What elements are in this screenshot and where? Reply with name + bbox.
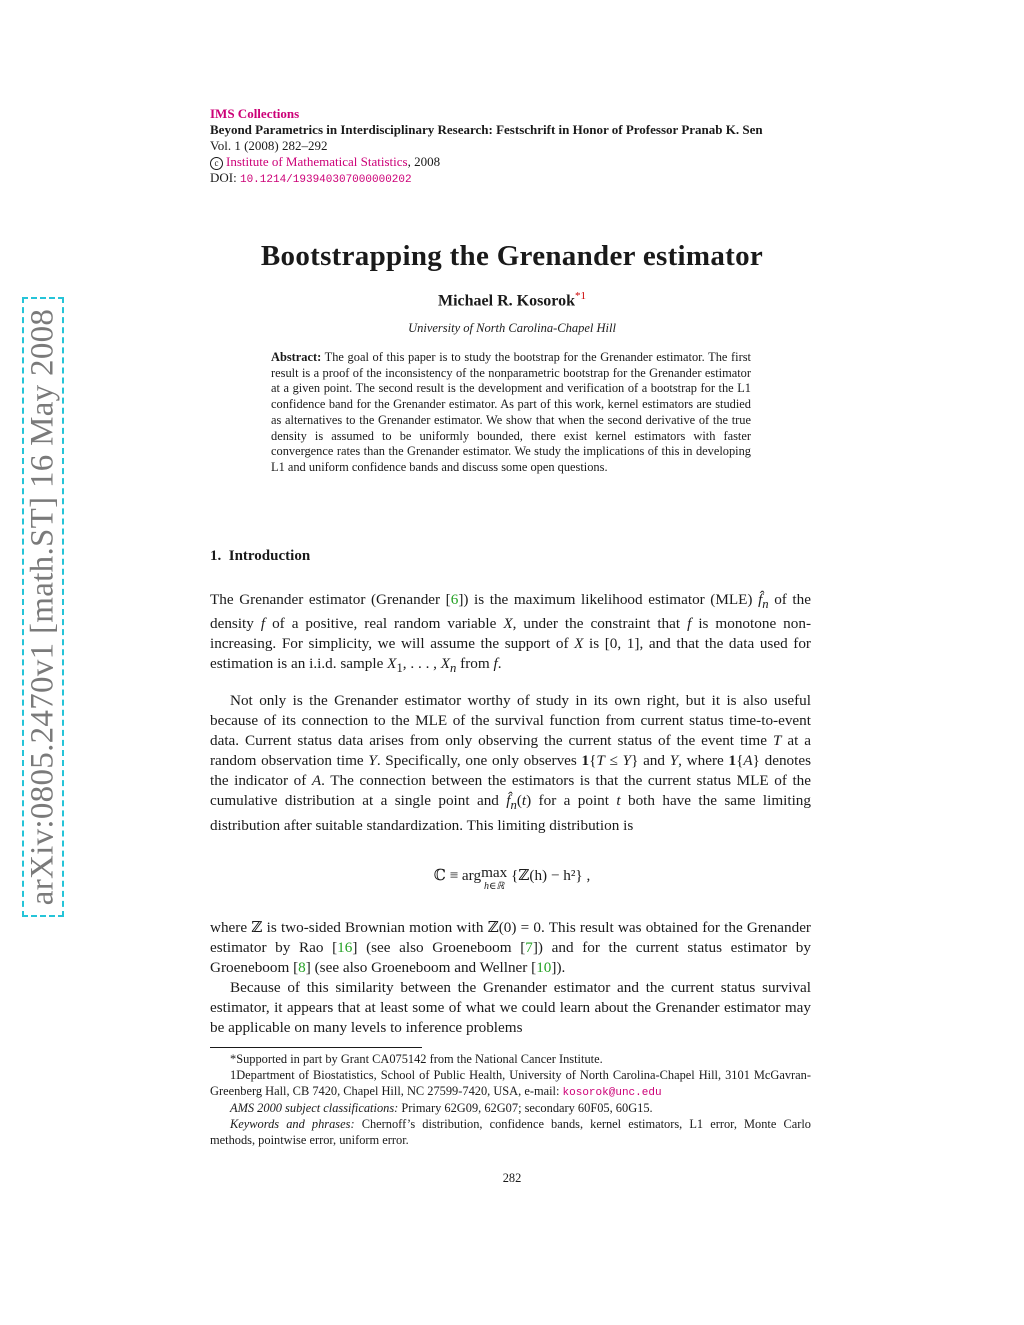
citation-link[interactable]: 10 [536, 959, 552, 977]
email-link[interactable]: kosorok@unc.edu [562, 1086, 662, 1099]
author [0, 290, 1024, 310]
arxiv-stamp [22, 297, 64, 917]
author-footnote-marks[interactable]: *1 [575, 290, 587, 302]
publisher-link[interactable]: Institute of Mathematical Statistics [226, 154, 408, 169]
paragraph: Because of this similarity between the Grenander estimator and the current status survival estimator, it appears that at least some of what we could learn about the Grenander estimator may be applicable on many levels to inference problems [210, 979, 811, 1037]
argmax-operator [481, 866, 507, 894]
volume-info: Vol. 1 (2008) 282–292 [210, 138, 328, 153]
paragraph: The Grenander estimator (Grenander [6]) is the maximum likelihood estimator (MLE) $f̂_n$ of the density f of a positive, real random variable X, under the constraint that f is monotone non-increasing. For simplicity, we will assume the support of X is [0, 1], and that the data used for estimation is an i.i.d. sample $X_1$, . . . , $X_n$ from f. [210, 591, 811, 676]
collection-link[interactable]: IMS Collections [210, 106, 300, 121]
abstract [271, 350, 751, 476]
citation-link[interactable]: 8 [298, 959, 306, 977]
footnotes [210, 1052, 811, 1149]
citation-link[interactable]: 6 [450, 591, 459, 608]
paragraph: where ℤ is two-sided Brownian motion with ℤ(0) = 0. This result was obtained for the Grenander estimator by Rao [16] (see also Groeneboom [7]) and for the current status estimator by Groeneboom [8] (see also Groeneboom and Wellner [10]). [210, 919, 811, 977]
equation-rhs: {ℤ(h) − h²} , [511, 867, 591, 884]
section-title: Introduction [228, 548, 311, 564]
keywords-text: Chernoff’s distribution, confidence bands, kernel estimators, L1 error, Monte Carlo methods, pointwise error, uniform error. [210, 1117, 812, 1147]
footnote-support: *Supported in part by Grant CA075142 from the National Cancer Institute. [230, 1052, 603, 1066]
doi-line [210, 170, 830, 188]
copyright-year: , 2008 [407, 154, 441, 169]
section-heading [210, 548, 310, 565]
footnote-affiliation [210, 1068, 811, 1102]
arxiv-identifier: arXiv:0805.2470v1 [math.ST] 16 May 2008 [24, 308, 61, 906]
paragraph: Not only is the Grenander estimator worthy of study in its own right, but it is also useful because of its connection to the MLE of the survival function from current status time-to-event data. Current status data arises from only observing the current status of the event time T at a random observation time Y. Specifically, one only observes 1{T ≤ Y} and Y, where 1{A} denotes the indicator of A. The connection between the estimators is that the current status MLE of the cumulative distribution at a single point and $f̂_n(t)$ for a point t both have the same limiting distribution after suitable standardization. This limiting distribution is [210, 692, 812, 834]
doi-link[interactable]: 10.1214/193940307000000202 [239, 174, 412, 186]
volume-title: Beyond Parametrics in Interdisciplinary Research: Festschrift in Honor of Professor Pranab K. Sen [210, 122, 763, 137]
section-number: 1. [210, 548, 222, 564]
ams-classification [210, 1101, 811, 1117]
copyright-icon: c [210, 157, 223, 170]
argmax-subscript: h∈ℝ [483, 881, 505, 892]
copyright-line [210, 154, 830, 170]
footnote-affiliation-text: 1Department of Biostatistics, School of Public Health, University of North Carolina-Chapel Hill, 3101 McGavran-Greenberg Hall, CB 7420, Chapel Hill, NC 27599-7420, USA, e-mail: [210, 1067, 811, 1098]
keywords [210, 1117, 811, 1149]
ams-label: AMS 2000 subject classifications: [230, 1101, 399, 1116]
page-number: 282 [502, 1171, 522, 1185]
footnote-divider [210, 1047, 422, 1048]
paper-title: Bootstrapping the Grenander estimator [260, 240, 764, 272]
author-name: Michael R. Kosorok [437, 292, 576, 310]
abstract-text: The goal of this paper is to study the bootstrap for the Grenander estimator. The first result is a proof of the inconsistency of the nonparametric bootstrap for the Grenander estimator at a given point. The second result is the development and verification of a bootstrap for the L1 confidence band for the Grenander estimator. As part of this work, kernel estimators are studied as alternatives to the Grenander estimator. We show that when the second derivative of the true density is assumed to be uniformly bounded, there exist kernel estimators with faster convergence rates than the Grenander estimator. We study the implications of this in developing L1 and uniform confidence bands and discuss some open questions. [271, 350, 751, 474]
display-equation [0, 866, 1024, 894]
abstract-label: Abstract: [271, 350, 322, 364]
citation-link[interactable]: 7 [525, 939, 533, 957]
journal-header [210, 106, 830, 188]
doi-label: DOI: [210, 170, 240, 185]
ams-codes: Primary 62G09, 62G07; secondary 60F05, 60G15. [398, 1101, 653, 1116]
keywords-label: Keywords and phrases: [230, 1117, 355, 1132]
argmax-op: max [481, 864, 508, 881]
citation-link[interactable]: 16 [337, 939, 353, 957]
affiliation: University of North Carolina-Chapel Hill [408, 321, 616, 335]
equation-lhs: ℂ ≡ arg [433, 867, 482, 884]
